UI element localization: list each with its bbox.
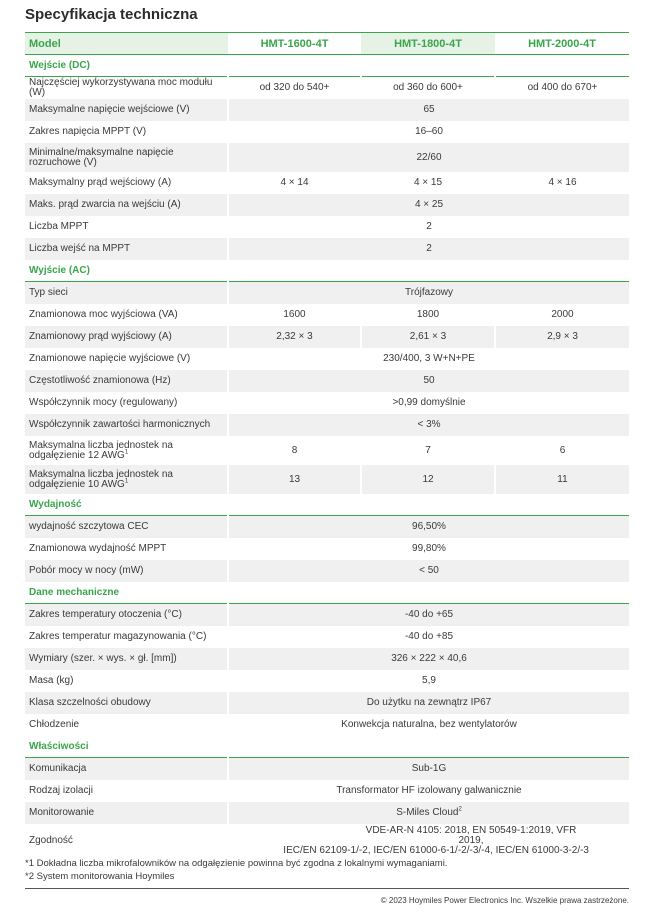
table-row: [25, 758, 629, 781]
footnote-ref: 1: [124, 478, 129, 485]
row-label: Znamionowa wydajność MPPT: [29, 543, 167, 554]
row-label: Zakres temperatur magazynowania (°C): [29, 631, 207, 642]
footnote-2: *2 System monitorowania Hoymiles: [25, 871, 175, 882]
table-row: [25, 714, 629, 736]
row-value: 6: [495, 436, 629, 465]
row-label: [25, 436, 228, 465]
table-row: [25, 77, 629, 100]
row-label: Chłodzenie: [29, 719, 80, 730]
row-label: Klasa szczelności obudowy: [25, 692, 228, 714]
row-value: 99,80%: [228, 538, 629, 560]
row-label: Maksymalny prąd wejściowy (A): [29, 177, 172, 188]
section-title: Właściwości: [25, 736, 629, 758]
table-row: [25, 465, 629, 494]
footnote-ref: 2: [458, 806, 462, 813]
row-value: 2: [228, 238, 629, 260]
footnotes: [25, 857, 447, 883]
row-value: 1800: [361, 304, 495, 326]
row-value: 8: [228, 436, 361, 465]
table-row: [25, 326, 629, 348]
row-value: Transformator HF izolowany galwanicznie: [228, 780, 629, 802]
monitoring-value: S-Miles Cloud: [396, 807, 459, 818]
model-label: Model: [25, 33, 228, 55]
row-value: 4 × 16: [495, 172, 629, 194]
footnote-ref: 1: [124, 449, 129, 456]
row-value: od 360 do 600+: [361, 77, 495, 100]
row-value: 11: [495, 465, 629, 494]
table-row: [25, 670, 629, 692]
table-row: [25, 99, 629, 121]
row-value: od 400 do 670+: [495, 77, 629, 100]
table-row: [25, 626, 629, 648]
row-label: Zakres napięcia MPPT (V): [29, 126, 147, 137]
row-value: 12: [361, 465, 495, 494]
row-value: od 320 do 540+: [228, 77, 361, 100]
copyright: © 2023 Hoymiles Power Electronics Inc. Wszelkie prawa zastrzeżone.: [380, 896, 629, 905]
row-label: wydajność szczytowa CEC: [25, 516, 228, 539]
row-label: Rodzaj izolacji: [29, 785, 93, 796]
row-value: 96,50%: [228, 516, 629, 539]
row-value: 7: [361, 436, 495, 465]
row-value: < 50: [228, 560, 629, 582]
model-3-header: HMT-2000-4T: [495, 33, 629, 55]
row-label: Zgodność: [29, 834, 73, 846]
row-value: 4 × 15: [361, 172, 495, 194]
row-value: Trójfazowy: [228, 282, 629, 305]
section-mechanical: [25, 582, 629, 604]
row-value: [228, 824, 629, 857]
row-label: Współczynnik zawartości harmonicznych: [25, 414, 228, 436]
row-label: Minimalne/maksymalne napięcie rozruchowe (V): [25, 143, 228, 172]
row-label: Masa (kg): [29, 675, 74, 686]
table-row: [25, 238, 629, 260]
table-row: [25, 143, 629, 172]
row-label: Pobór mocy w nocy (mW): [25, 560, 228, 582]
row-value: 326 × 222 × 40,6: [228, 648, 629, 670]
row-label: Znamionowa moc wyjściowa (VA): [29, 309, 178, 320]
table-row: [25, 648, 629, 670]
row-value: -40 do +65: [228, 604, 629, 627]
row-label: Znamionowe napięcie wyjściowe (V): [29, 353, 191, 364]
table-row: [25, 121, 629, 143]
table-row: [25, 216, 629, 238]
row-label: Najczęściej wykorzystywana moc modułu (W): [29, 77, 213, 98]
row-label: Maksymalne napięcie wejściowe (V): [25, 99, 228, 121]
row-value: Konwekcja naturalna, bez wentylatorów: [228, 714, 629, 736]
row-value: < 3%: [228, 414, 629, 436]
table-row: [25, 780, 629, 802]
table-row: [25, 802, 629, 824]
row-label: Częstotliwość znamionowa (Hz): [25, 370, 228, 392]
table-row: [25, 692, 629, 714]
compliance-line-2: IEC/EN 62109-1/-2, IEC/EN 61000-6-1/-2/-3/-4, IEC/EN 61000-3-2/-3: [283, 844, 589, 856]
row-value: 2000: [495, 304, 629, 326]
table-row: [25, 282, 629, 305]
row-label: Typ sieci: [25, 282, 228, 305]
table-row: [25, 538, 629, 560]
section-title: Wejście (DC): [25, 55, 629, 77]
table-row: [25, 436, 629, 465]
row-label: Monitorowanie: [25, 802, 228, 824]
table-row: [25, 392, 629, 414]
row-label-text: Maksymalna liczba jednostek na odgałęzienie 12 AWG: [29, 439, 173, 461]
row-value: -40 do +85: [228, 626, 629, 648]
footnote-1: *1 Dokładna liczba mikrofalowników na odgałęzienie powinna być zgodna z lokalnymi wymaganiami.: [25, 858, 448, 869]
section-title: Wyjście (AC): [25, 260, 629, 282]
table-header: [25, 33, 629, 55]
compliance-line-1: VDE-AR-N 4105: 2018, EN 50549-1:2019, VFR 2019,: [365, 824, 577, 846]
table-row: [25, 560, 629, 582]
table-row: [25, 414, 629, 436]
row-value: 22/60: [228, 143, 629, 172]
table-row: [25, 348, 629, 370]
footer-divider: [25, 888, 629, 889]
row-value: 2,61 × 3: [361, 326, 495, 348]
row-value: >0,99 domyślnie: [228, 392, 629, 414]
row-value: 5,9: [228, 670, 629, 692]
table-row: [25, 824, 629, 857]
table-row: [25, 304, 629, 326]
row-label: Znamionowy prąd wyjściowy (A): [25, 326, 228, 348]
row-value: 4 × 14: [228, 172, 361, 194]
row-value: 4 × 25: [228, 194, 629, 216]
row-value: 50: [228, 370, 629, 392]
table-row: [25, 604, 629, 627]
table-row: [25, 194, 629, 216]
row-label: Liczba wejść na MPPT: [25, 238, 228, 260]
row-value: 2: [228, 216, 629, 238]
row-label: Liczba MPPT: [29, 221, 89, 232]
row-label: Współczynnik mocy (regulowany): [29, 397, 178, 408]
row-value: 65: [228, 99, 629, 121]
spec-table: [25, 32, 629, 857]
section-dc: [25, 55, 629, 77]
row-label: Wymiary (szer. × wys. × gł. [mm]): [25, 648, 228, 670]
model-1-header: HMT-1600-4T: [228, 33, 361, 55]
page-title: Specyfikacja techniczna: [25, 6, 198, 23]
row-value: Do użytku na zewnątrz IP67: [228, 692, 629, 714]
row-value: [228, 802, 629, 824]
row-value: 13: [228, 465, 361, 494]
model-2-header: HMT-1800-4T: [361, 33, 495, 55]
row-label: Maks. prąd zwarcia na wejściu (A): [25, 194, 228, 216]
section-features: [25, 736, 629, 758]
row-label: [25, 465, 228, 494]
row-label: Zakres temperatury otoczenia (°C): [25, 604, 228, 627]
row-value: Sub-1G: [228, 758, 629, 781]
row-value: 2,32 × 3: [228, 326, 361, 348]
row-label: Komunikacja: [25, 758, 228, 781]
row-value: 230/400, 3 W+N+PE: [228, 348, 629, 370]
row-label-text: Maksymalna liczba jednostek na odgałęzienie 10 AWG: [29, 468, 173, 490]
table-row: [25, 172, 629, 194]
section-efficiency: [25, 494, 629, 516]
section-title: Wydajność: [25, 494, 629, 516]
row-value: 16–60: [228, 121, 629, 143]
table-row: [25, 516, 629, 539]
row-value: 2,9 × 3: [495, 326, 629, 348]
table-row: [25, 370, 629, 392]
row-value: 1600: [228, 304, 361, 326]
section-title: Dane mechaniczne: [25, 582, 629, 604]
section-ac: [25, 260, 629, 282]
